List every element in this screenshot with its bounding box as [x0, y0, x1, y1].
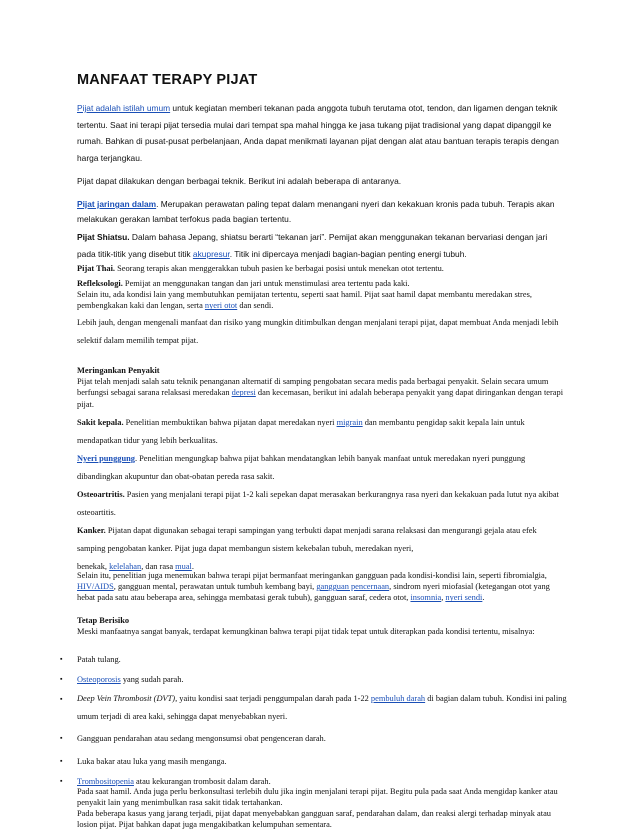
intro-link[interactable]: Pijat adalah istilah umum [77, 103, 171, 113]
sakit-kepala-text1: Penelitian membuktikan bahwa pijatan dapat meredakan nyeri [123, 418, 337, 427]
meringankan-section [77, 365, 567, 410]
bullet-icon: ▪ [60, 734, 63, 742]
thai-paragraph [77, 263, 567, 274]
bullet-text-3a: yaitu kondisi saat terjadi penggumpalan darah pada 1-22 [177, 694, 371, 703]
sakit-kepala-paragraph [77, 414, 567, 450]
osteoartritis-text: Pasien yang menjalani terapi pijat 1-2 kali sepekan dapat merasakan berkurangnya rasa nyeri dan kekakuan pada lutut nya akibat osteoartitis. [77, 490, 559, 517]
nyeri-punggung-link[interactable]: Nyeri punggung [77, 454, 135, 463]
meringankan-text1: Pijat telah menjadi salah satu teknik penanganan alternatif di samping pengobatan secara medis pada berbagai penyakit. Selain secara umum berfungsi sebagai sarana relaksasi meredakan [77, 377, 549, 398]
jaringan-text: . Merupakan perawatan paling tepat dalam menangani nyeri dan kekakuan kronis pada tubuh. Terapis akan melakukan gerakan lambat terfokus pada bagian tertentu. [77, 199, 555, 224]
shiatsu-head: Pijat Shiatsu. [77, 232, 130, 242]
depresi-link[interactable]: depresi [231, 388, 256, 398]
selain-text4: , [441, 593, 446, 603]
kanker-text4: . [191, 562, 194, 571]
teknik-intro: Pijat dapat dilakukan dengan berbagai teknik. Berikut ini adalah beberapa di antaranya. [77, 176, 402, 186]
kelelahan-link[interactable]: kelelahan [109, 562, 142, 571]
sakit-kepala-text2: dan membantu pengidap sakit kepala lain untuk mendapatkan tidur yang lebih berkualitas. [77, 418, 525, 445]
insomnia-link[interactable]: insomnia [410, 593, 442, 603]
gangguan-pencernaan-link[interactable]: gangguan pencernaan [316, 582, 390, 592]
jaringan-link[interactable]: Pijat jaringan dalam [77, 199, 157, 209]
bullet-icon: ▪ [60, 757, 63, 765]
bullet-text-1: Patah tulang. [77, 655, 121, 664]
refleksologi-text2: Selain itu, ada kondisi lain yang membutuhkan pemijatan tertentu, seperti saat hamil. Pijat saat hamil dapat membantu meredakan stres, pembengkakan kaki dan lengan, serta [77, 290, 532, 311]
selain-text1: Selain itu, penelitian juga menemukan bahwa terapi pijat bermanfaat meringankan gangguan pada kondisi-kondisi lain, seperti fibromialgia, [77, 571, 547, 580]
selain-text2: , gangguan mental, perawatan untuk tumbuh kembang bayi, [113, 582, 317, 592]
osteoartritis-head: Osteoartritis. [77, 490, 125, 499]
intro-text: untuk kegiatan memberi tekanan pada anggota tubuh terutama otot, tendon, dan ligamen dengan teknik tertentu. Saat ini terapi pijat tersedia mulai dari tempat spa mahal hingga ke jasa tukang pijat tradisional yang dapat dipanggil ke rumah. Bahkan di pusat-pusat perbelanjaan, Anda dapat menikmati layanan pijat dengan alat atau bantuan terapis terapis dengan harga terjangkau. [77, 103, 559, 163]
thai-head: Pijat Thai. [77, 264, 116, 273]
kanker-text3: , dan rasa [141, 562, 176, 571]
tetap-berisiko-section [77, 615, 567, 637]
page-title: MANFAAT TERAPY PIJAT [77, 72, 258, 88]
refleksologi-text3: dan sendi. [237, 301, 274, 311]
bullet-text-4: Gangguan pendarahan atau sedang mengonsumsi obat pengenceran darah. [77, 734, 326, 743]
akupresur-link[interactable]: akupresur [192, 248, 230, 259]
refleksologi-paragraph [77, 278, 567, 312]
sakit-kepala-head: Sakit kepala. [77, 418, 124, 427]
mual-link[interactable]: mual [175, 562, 192, 571]
shiatsu-text2: . Titik ini dipercaya menjadi bagian-bagian penting energi tubuh. [229, 248, 467, 259]
jaringan-paragraph [77, 197, 567, 227]
closing-paragraph-1: Pada saat hamil. Anda juga perlu berkonsultasi terlebih dulu jika ingin menjalani terapi pijat. Begitu pula pada saat Anda mengidap kanker atau penyakit lain yang menimbulkan rasa sakit tidak tertahankan. [77, 787, 558, 808]
selain-itu-paragraph [77, 570, 567, 604]
pembuluh-darah-link[interactable]: pembuluh darah [370, 694, 426, 703]
lebih-jauh-paragraph: Lebih jauh, dengan mengenali manfaat dan risiko yang mungkin ditimbulkan dengan menjalani terapi pijat, dapat membuat Anda menjadi lebih selektif dalam memilih tempat pijat. [77, 318, 559, 345]
migrain-link[interactable]: migrain [336, 418, 363, 427]
closing-paragraph-2: Pada beberapa kasus yang jarang terjadi, pijat dapat menyebabkan gangguan saraf, pendarahan dalam, dan reaksi alergi terhadap minyak atau losion pijat. Pijat bahkan dapat juga mengakibatkan kelumpuhan sementara. [77, 809, 551, 830]
refleksologi-text1: Pemijat an menggunakan tangan dan jari untuk menstimulasi area tertentu pada kaki. [122, 279, 410, 288]
kanker-text2: benekak, [77, 562, 110, 571]
kanker-paragraph [77, 522, 567, 576]
hiv-aids-link[interactable]: HIV/AIDS [77, 582, 114, 592]
nyeri-punggung-paragraph [77, 450, 567, 486]
intro-paragraph [77, 100, 567, 166]
meringankan-text2: dan kecemasan, berikut ini adalah beberapa penyakit yang dapat diringankan dengan terapi pijat. [77, 388, 564, 409]
refleksologi-head: Refleksologi. [77, 279, 123, 288]
kanker-head: Kanker. [77, 526, 106, 535]
bullet-text-2: yang sudah parah. [120, 675, 184, 684]
bullet-icon: ▪ [60, 777, 63, 785]
bullet-icon: ▪ [60, 695, 63, 703]
bullet-icon: ▪ [60, 675, 63, 683]
selain-text3: , sindrom nyeri miofasial (ketegangan otot yang hebat pada satu atau beberapa area, sehingga membatasi gerak tubuh), gangguan saraf, cedera otot, [77, 582, 550, 603]
shiatsu-paragraph [77, 229, 567, 262]
nyeri-otot-link[interactable]: nyeri otot [204, 301, 238, 311]
nyeri-punggung-text: . Penelitian mengungkap bahwa pijat bahkan mendatangkan lebih banyak manfaat untuk meredakan nyeri punggung dibandingkan akupuntur dan obat-obatan pereda rasa sakit. [77, 454, 526, 481]
selain-text5: . [482, 593, 485, 603]
tetap-berisiko-head: Tetap Berisiko [77, 616, 130, 625]
bullet-text-3b: di bagian dalam tubuh. Kondisi ini paling umum terjadi di area kaki, sehingga dapat menyebabkan nyeri. [77, 694, 567, 721]
bullet-icon: ▪ [60, 655, 63, 663]
bullet-text-6: atau kekurangan trombosit dalam darah. [133, 777, 271, 786]
osteoporosis-link[interactable]: Osteoporosis [77, 675, 121, 684]
bullet-text-5: Luka bakar atau luka yang masih menganga. [77, 757, 227, 766]
thai-text: Seorang terapis akan menggerakkan tubuh pasien ke berbagai posisi untuk menekan otot tertentu. [115, 264, 444, 273]
meringankan-head: Meringankan Penyakit [77, 366, 160, 375]
osteoartritis-paragraph [77, 486, 567, 522]
tetap-berisiko-text: Meski manfaatnya sangat banyak, terdapat kemungkinan bahwa terapi pijat tidak tepat untuk diterapkan pada kondisi tertentu, misalnya: [77, 627, 535, 637]
dvt-term: Deep Vein Thrombosit (DVT), [77, 694, 178, 703]
nyeri-sendi-link[interactable]: nyeri sendi [445, 593, 483, 603]
kanker-text1: Pijatan dapat digunakan sebagai terapi sampingan yang terbukti dapat menjadi sarana relaksasi dan mengurangi gejala atau efek samping pengobatan kanker. Pijat juga dapat membangun sistem kekebalan tubuh, meredakan nyeri, [77, 526, 537, 553]
trombositopenia-link[interactable]: Trombositopenia [77, 777, 134, 786]
shiatsu-text1: Dalam bahasa Jepang, shiatsu berarti “tekanan jari”. Pemijat akan menggunakan tekanan bervariasi dengan jari pada titik-titik yang disebut titik [77, 232, 548, 259]
